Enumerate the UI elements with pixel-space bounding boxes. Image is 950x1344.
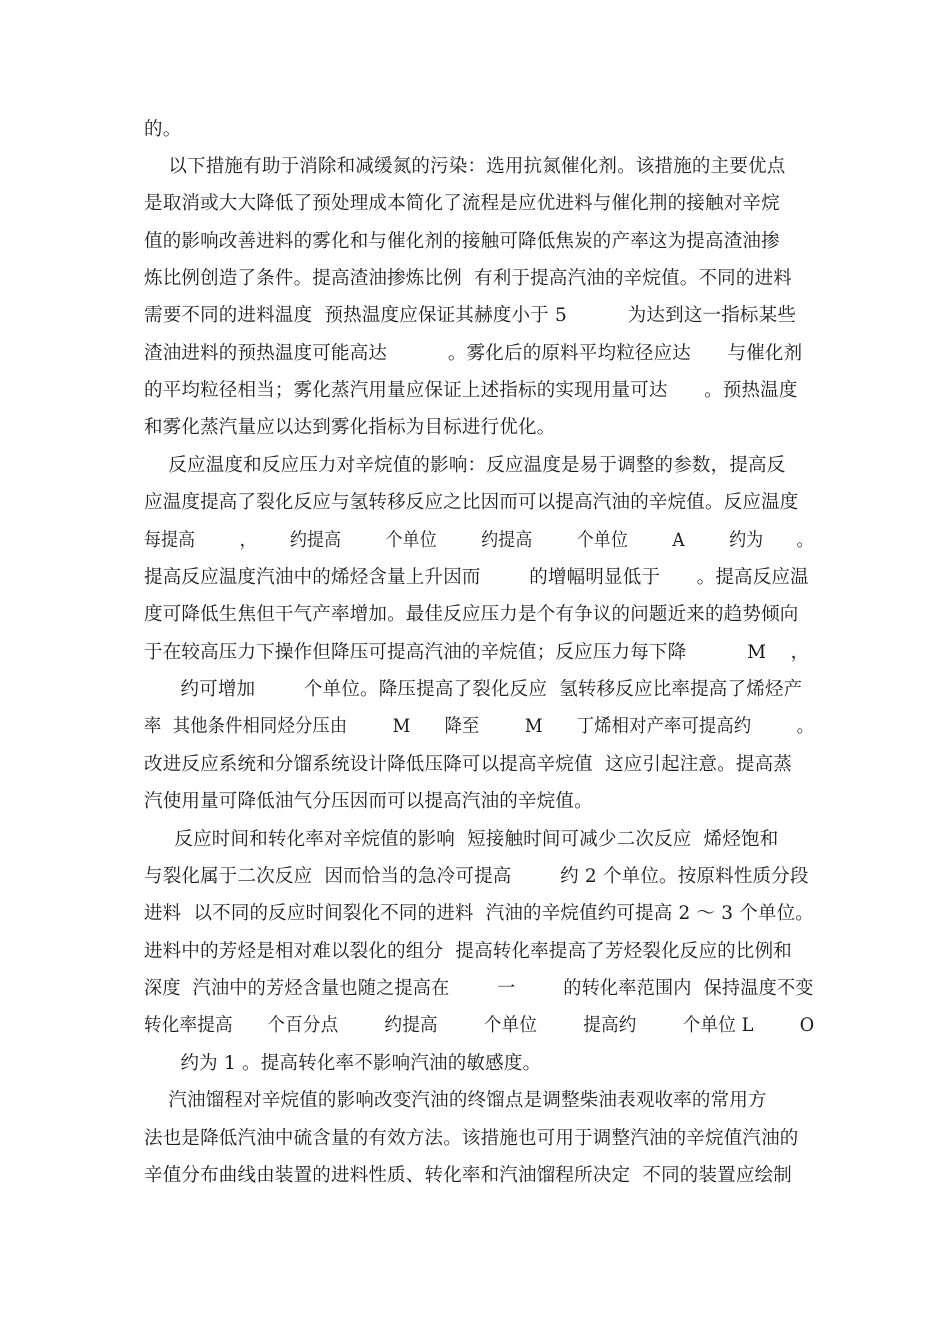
text-line: 提高反应温度汽油中的烯烃含量上升因而 的增幅明显低于 。提高反应温 bbox=[144, 567, 809, 588]
text-line: 的。 bbox=[144, 119, 182, 140]
text-line: 以下措施有助于消除和减缓氮的污染：选用抗氮催化剂。该措施的主要优点 bbox=[144, 156, 786, 177]
text-line: 约为 1 。提高转化率不影响汽油的敏感度。 bbox=[144, 1053, 542, 1074]
text-line: 的平均粒径相当；雾化蒸汽用量应保证上述指标的实现用量可达 。预热温度 bbox=[144, 380, 798, 401]
text-line: 于在较高压力下操作但降压可提高汽油的辛烷值；反应压力每下降 M ， bbox=[144, 642, 810, 663]
text-line: 法也是降低汽油中硫含量的有效方法。该措施也可用于调整汽油的辛烷值汽油的 bbox=[144, 1128, 799, 1149]
text-line: 转化率提高 个百分点 约提高 个单位 提高约 个单位 L O bbox=[144, 1015, 815, 1036]
text-line: 和雾化蒸汽量应以达到雾化指标为目标进行优化。 bbox=[144, 417, 556, 438]
text-line: 深度 汽油中的芳烃含量也随之提高在 一 的转化率范围内 保持温度不变 bbox=[144, 978, 814, 999]
text-line: 值的影响改善进料的雾化和与催化剂的接触可降低焦炭的产率这为提高渣油掺 bbox=[144, 231, 780, 252]
text-line: 汽使用量可降低油气分压因而可以提高汽油的辛烷值。 bbox=[144, 791, 593, 812]
text-line: 率 其他条件相同烃分压由 M 降至 M 丁烯相对产率可提高约 。 bbox=[144, 716, 815, 737]
text-line: 每提高 ， 约提高 个单位 约提高 个单位 A 约为 。 bbox=[144, 530, 814, 551]
text-line: 约可增加 个单位。降压提高了裂化反应 氢转移反应比率提高了烯烃产 bbox=[144, 679, 803, 700]
text-line: 需要不同的进料温度 预热温度应保证其赫度小于 5 为达到这一指标某些 bbox=[144, 305, 797, 326]
text-line: 进料中的芳烃是相对难以裂化的组分 提高转化率提高了芳烃裂化反应的比例和 bbox=[144, 941, 792, 962]
text-line: 渣油进料的预热温度可能高达 。雾化后的原料平均粒径应达 与催化剂 bbox=[144, 343, 803, 364]
text-line: 改进反应系统和分馏系统设计降低压降可以提高辛烷值 这应引起注意。提高蒸 bbox=[144, 754, 792, 775]
text-line: 辛值分布曲线由装置的进料性质、转化率和汽油馏程所决定 不同的装置应绘制 bbox=[144, 1165, 792, 1186]
text-line: 进料 以不同的反应时间裂化不同的进料 汽油的辛烷值约可提高 2 ～ 3 个单位。 bbox=[144, 903, 814, 924]
text-line: 反应时间和转化率对辛烷值的影响 短接触时间可减少二次反应 烯烃饱和 bbox=[144, 829, 779, 850]
text-line: 应温度提高了裂化反应与氢转移反应之比因而可以提高汽油的辛烷值。反应温度 bbox=[144, 492, 799, 513]
text-line: 与裂化属于二次反应 因而恰当的急冷可提高 约 2 个单位。按原料性质分段 bbox=[144, 866, 809, 887]
text-line: 反应温度和反应压力对辛烷值的影响：反应温度是易于调整的参数，提高反 bbox=[144, 455, 786, 476]
text-line: 是取消或大大降低了预处理成本简化了流程是应优进料与催化荆的接触对辛烷 bbox=[144, 193, 780, 214]
text-line: 炼比例创造了条件。提高渣油掺炼比例 有利于提高汽油的辛烷值。不同的进料 bbox=[144, 268, 792, 289]
text-line: 汽油馏程对辛烷值的影响改变汽油的终馏点是调整柴油表观收率的常用方 bbox=[144, 1090, 767, 1111]
text-line: 度可降低生焦但干气产率增加。最佳反应压力是个有争议的问题近来的趋势倾向 bbox=[144, 604, 799, 625]
